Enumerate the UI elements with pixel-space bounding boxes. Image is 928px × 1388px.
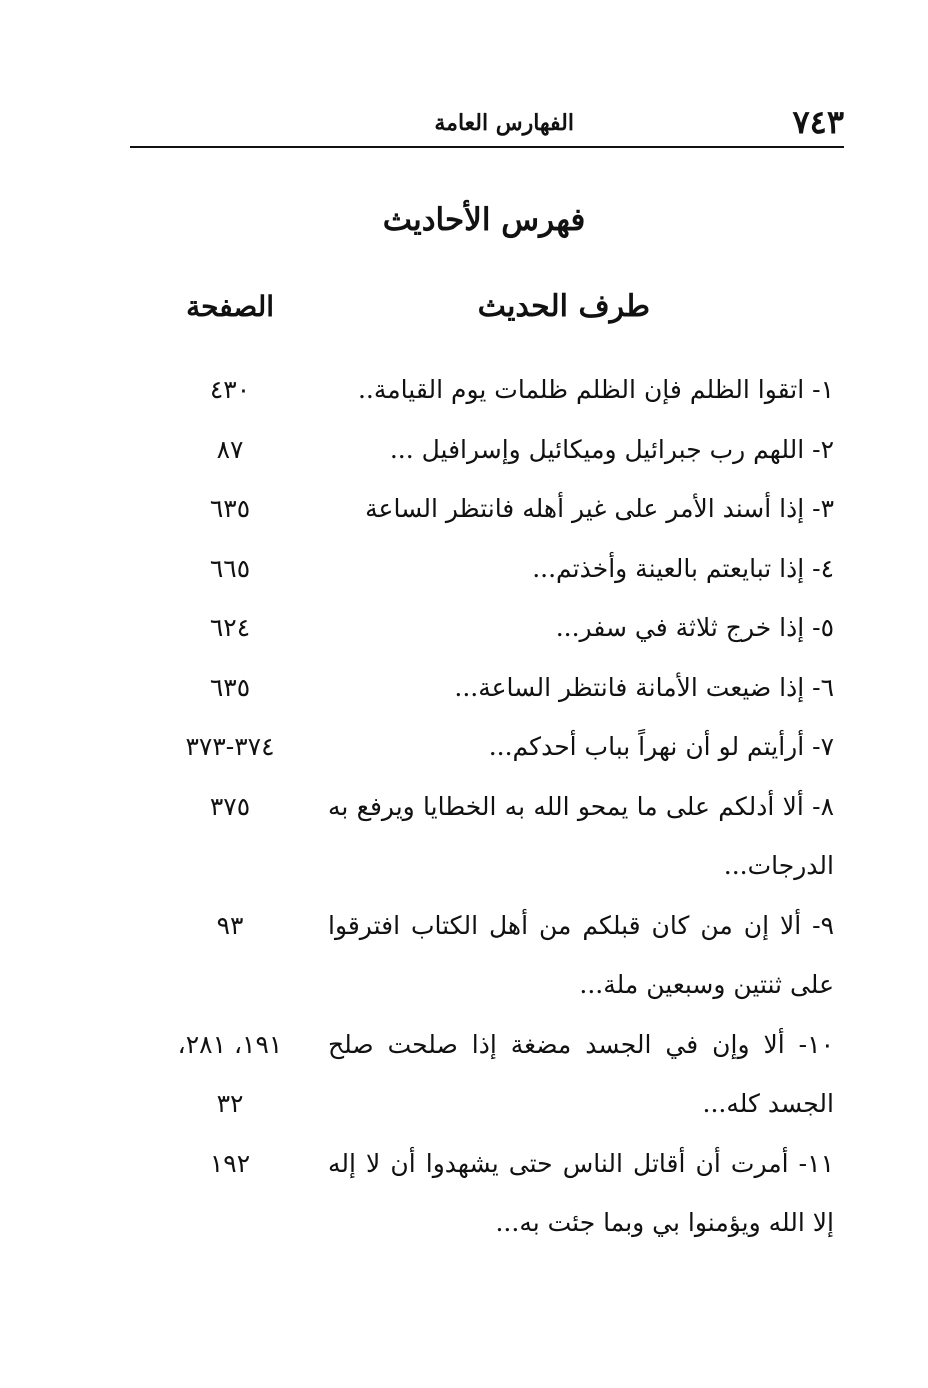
hadith-entry-line — [0, 660, 928, 720]
page-reference: ٣٧٤-٣٧٣ — [185, 732, 275, 761]
page-reference: ٦٣٥ — [209, 494, 251, 523]
hadith-entry-line — [0, 362, 928, 422]
page-column-heading: الصفحة — [186, 290, 274, 323]
hadith-text: ٧- أرأيتم لو أن نهراً بباب أحدكم... — [488, 732, 834, 761]
header-rule — [130, 146, 844, 148]
hadith-text: ٤- إذا تبايعتم بالعينة وأخذتم... — [532, 553, 834, 583]
page-number: ٧٤٣ — [792, 103, 844, 141]
hadith-text: الجسد كله... — [702, 1089, 834, 1118]
hadith-text: ١١- أمرت أن أقاتل الناس حتى يشهدوا أن لا إله — [328, 1148, 834, 1178]
hadith-entry-line — [0, 481, 928, 541]
page-reference: ٩٣ — [216, 910, 244, 940]
hadith-text: ٥- إذا خرج ثلاثة في سفر... — [555, 613, 834, 642]
hadith-entry-line — [0, 422, 928, 482]
hadith-text: على ثنتين وسبعين ملة... — [579, 970, 834, 999]
hadith-column-heading: طرف الحديث — [477, 289, 650, 324]
running-header — [130, 102, 844, 142]
page-reference: ٨٧ — [216, 434, 244, 464]
hadith-entry-line — [0, 719, 928, 779]
hadith-text: ٣- إذا أسند الأمر على غير أهله فانتظر الساعة — [365, 494, 834, 523]
hadith-entry-line — [0, 1076, 928, 1136]
page-reference: ٤٣٠ — [209, 375, 251, 404]
page-reference: ٣٢ — [216, 1089, 244, 1118]
page-reference: ٦٦٥ — [209, 553, 251, 583]
page-reference: ١٩٢ — [209, 1148, 251, 1178]
hadith-text: ١٠- ألا وإن في الجسد مضغة إذا صلحت صلح — [328, 1029, 834, 1059]
hadith-text: الدرجات... — [723, 851, 834, 880]
running-title: الفهارس العامة — [434, 110, 574, 136]
hadith-entry-line — [0, 1136, 928, 1196]
page-reference: ٦٢٤ — [209, 613, 251, 642]
hadith-text: ٢- اللهم رب جبرائيل وميكائيل وإسرافيل ... — [389, 434, 834, 464]
hadith-entry-line — [0, 600, 928, 660]
page-reference: ٦٣٥ — [209, 672, 251, 702]
index-title: فهرس الأحاديث — [382, 202, 586, 238]
page-reference: ٣٧٥ — [209, 791, 251, 821]
hadith-entry-line — [0, 957, 928, 1017]
column-headings — [0, 282, 928, 332]
hadith-text: إلا الله ويؤمنوا بي وبما جئت به... — [495, 1208, 834, 1237]
hadith-text: ١- اتقوا الظلم فإن الظلم ظلمات يوم القيامة.. — [357, 375, 834, 404]
hadith-text: ٩- ألا إن من كان قبلكم من أهل الكتاب افترقوا — [328, 910, 834, 940]
hadith-entry-line — [0, 898, 928, 958]
hadith-entry-line — [0, 838, 928, 898]
hadith-entry-line — [0, 1017, 928, 1077]
hadith-text: ٨- ألا أدلكم على ما يمحو الله به الخطايا ويرفع به — [328, 791, 834, 821]
hadith-entry-line — [0, 1195, 928, 1255]
hadith-index-list — [0, 362, 928, 1255]
hadith-entry-line — [0, 779, 928, 839]
hadith-text: ٦- إذا ضيعت الأمانة فانتظر الساعة... — [454, 672, 834, 702]
hadith-entry-line — [0, 541, 928, 601]
page-reference: ١٩١، ٢٨١، — [177, 1029, 283, 1059]
